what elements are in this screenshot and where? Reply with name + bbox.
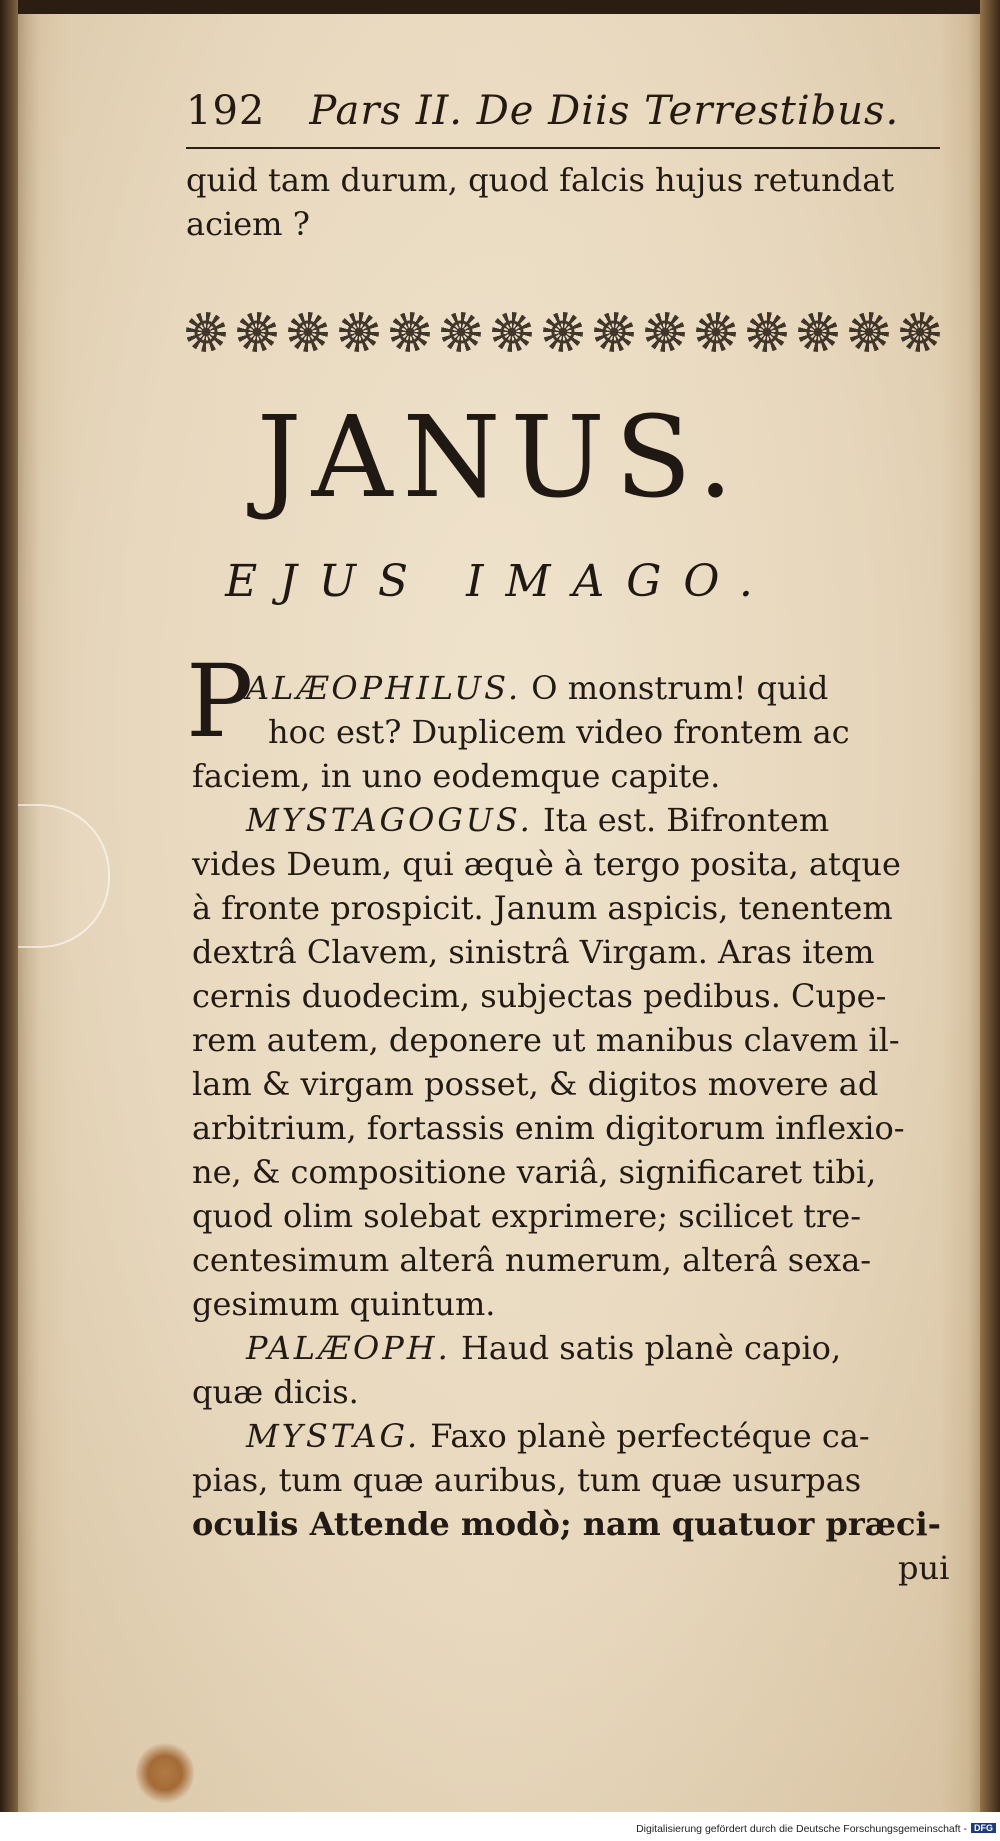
page-number: 192 bbox=[186, 88, 266, 134]
rosette-ornament-icon bbox=[339, 312, 379, 352]
dialogue-line-19: pias, tum quæ auribus, tum quæ usurpas bbox=[192, 1461, 862, 1499]
dialogue-line-16 bbox=[192, 1326, 841, 1370]
dialogue-line-4 bbox=[192, 798, 829, 842]
catchword: pui bbox=[898, 1549, 950, 1587]
dialogue-line-3: faciem, in uno eodemque capite. bbox=[192, 757, 721, 795]
dialogue-line-14: centesimum alterâ numerum, alterâ sexa- bbox=[192, 1241, 872, 1279]
dialogue-text: Haud satis planè capio, bbox=[461, 1329, 842, 1367]
dialogue-line-6: à fronte prospicit. Janum aspicis, tenentem bbox=[192, 889, 893, 927]
rosette-ornament-icon bbox=[288, 312, 328, 352]
digitization-credit bbox=[636, 1823, 996, 1835]
rosette-ornament-icon bbox=[747, 312, 787, 352]
credit-text: Digitalisierung gefördert durch die Deutsche Forschungsgemeinschaft - bbox=[636, 1823, 967, 1835]
rosette-ornament-icon bbox=[645, 312, 685, 352]
dialogue-text: O monstrum! quid bbox=[531, 669, 829, 707]
rosette-ornament-icon bbox=[186, 312, 226, 352]
rosette-ornament-icon bbox=[543, 312, 583, 352]
dialogue-line-20: oculis Attende modò; nam quatuor præci- bbox=[192, 1505, 941, 1543]
dialogue-line-9: rem autem, deponere ut manibus clavem il- bbox=[192, 1021, 900, 1059]
dialogue-text: Faxo planè perfectéque ca- bbox=[430, 1417, 870, 1455]
rosette-ornament-icon bbox=[594, 312, 634, 352]
paper-stain bbox=[136, 1742, 194, 1804]
rosette-ornament-icon bbox=[390, 312, 430, 352]
page-tab-marker bbox=[18, 804, 110, 948]
dialogue-line-15: gesimum quintum. bbox=[192, 1285, 496, 1323]
rosette-ornament-icon bbox=[900, 312, 940, 352]
running-title: Pars II. De Diis Terrestibus. bbox=[309, 88, 900, 134]
rosette-ornament-icon bbox=[441, 312, 481, 352]
section-title: JANUS. bbox=[256, 393, 744, 523]
dialogue-line-12: ne, & compositione variâ, significaret tibi, bbox=[192, 1153, 877, 1191]
speaker-mystag: MYSTAG. bbox=[246, 1417, 421, 1455]
header-rule bbox=[186, 147, 940, 149]
dialogue-line-2: hoc est? Duplicem video frontem ac bbox=[268, 713, 850, 751]
rosette-ornament-icon bbox=[696, 312, 736, 352]
running-header bbox=[186, 88, 946, 134]
dialogue-line-13: quod olim solebat exprimere; scilicet tre- bbox=[192, 1197, 862, 1235]
dialogue-text: Ita est. Bifrontem bbox=[542, 801, 830, 839]
dialogue-line-8: cernis duodecim, subjectas pedibus. Cupe- bbox=[192, 977, 887, 1015]
dialogue-line-7: dextrâ Clavem, sinistrâ Virgam. Aras item bbox=[192, 933, 875, 971]
rosette-ornament-icon bbox=[492, 312, 532, 352]
continuation-line-2: aciem ? bbox=[186, 205, 310, 243]
rosette-ornament-icon bbox=[798, 312, 838, 352]
speaker-palaeophilus: ALÆOPHILUS. bbox=[246, 669, 522, 707]
digitization-footer bbox=[0, 1812, 1000, 1841]
speaker-mystagogus: MYSTAGOGUS. bbox=[246, 801, 533, 839]
section-subtitle: EJUS IMAGO. bbox=[225, 556, 775, 607]
dialogue-line-5: vides Deum, qui æquè à tergo posita, atque bbox=[192, 845, 901, 883]
continuation-line-1: quid tam durum, quod falcis hujus retundat bbox=[186, 161, 895, 199]
dialogue-line-10: lam & virgam posset, & digitos movere ad bbox=[192, 1065, 879, 1103]
drop-cap: P bbox=[186, 643, 254, 760]
speaker-palaeoph: PALÆOPH. bbox=[246, 1329, 451, 1367]
rosette-ornament-icon bbox=[849, 312, 889, 352]
dialogue-line-1 bbox=[246, 666, 828, 710]
ornament-divider bbox=[186, 306, 940, 358]
dialogue-line-18 bbox=[192, 1414, 870, 1458]
dfg-logo: DFG bbox=[971, 1823, 996, 1833]
dialogue-line-17: quæ dicis. bbox=[192, 1373, 359, 1411]
rosette-ornament-icon bbox=[237, 312, 277, 352]
dialogue-line-11: arbitrium, fortassis enim digitorum inflexio- bbox=[192, 1109, 905, 1147]
